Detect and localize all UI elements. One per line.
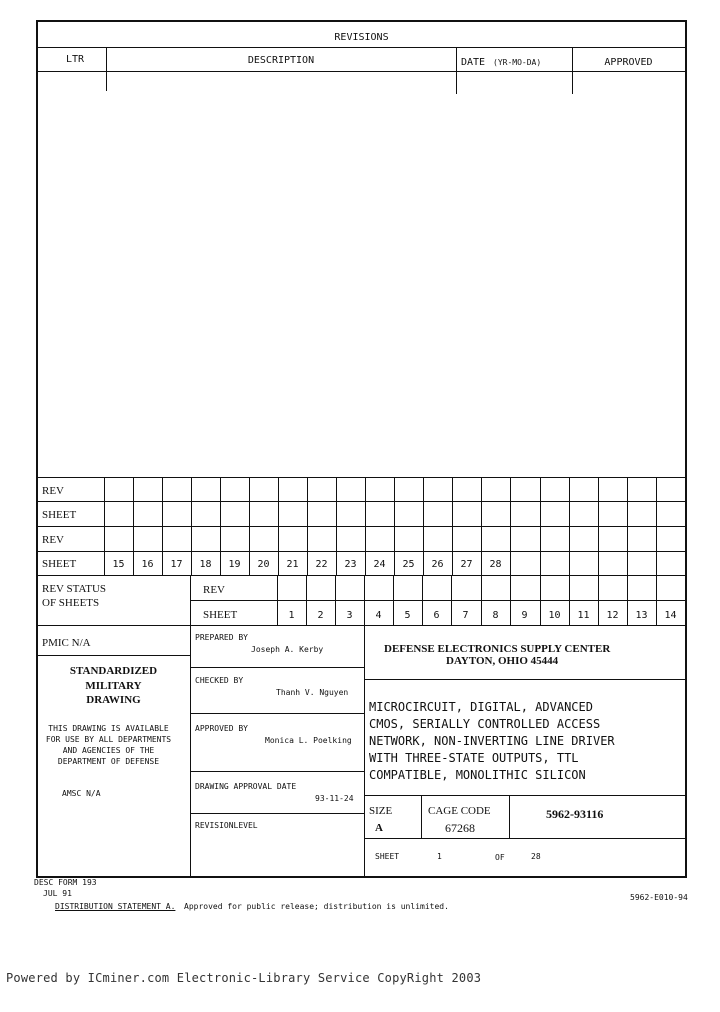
col-date-format: (YR-MO-DA) — [493, 58, 542, 67]
upper-sheet-number: 24 — [373, 559, 386, 570]
upper-sheet-number: 21 — [286, 559, 299, 570]
status-sheet-number: 12 — [606, 610, 619, 621]
rev-grid-row4 — [36, 575, 687, 576]
approval-date: 93-11-24 — [315, 794, 354, 803]
upper-sheet-number: 25 — [402, 559, 415, 570]
pmic-label: PMIC N/A — [42, 637, 91, 649]
avail-line-1: THIS DRAWING IS AVAILABLE — [48, 724, 169, 733]
cage-label: CAGE CODE — [428, 805, 491, 817]
status-sheet-number: 8 — [492, 610, 499, 621]
status-sheet-number: 1 — [288, 610, 295, 621]
status-sheet-number: 9 — [521, 610, 528, 621]
revisions-title: REVISIONS — [334, 32, 389, 43]
status-sheet-number: 5 — [404, 610, 411, 621]
status-sheet-number: 11 — [577, 610, 590, 621]
sig-rule-1 — [190, 667, 365, 668]
watermark: Powered by ICminer.com Electronic-Library Service CopyRight 2003 — [6, 971, 482, 985]
frame-bottom — [36, 876, 687, 878]
sheet-label-2: SHEET — [42, 558, 77, 570]
checked-label: CHECKED BY — [195, 676, 244, 685]
rev-col-divider-1 — [106, 47, 107, 91]
rev-grid-col-line — [510, 477, 511, 575]
upper-sheet-number: 18 — [199, 559, 212, 570]
rev-grid-col-line — [656, 477, 657, 575]
upper-sheet-number: 15 — [112, 559, 125, 570]
upper-sheet-number: 17 — [170, 559, 183, 570]
avail-line-4: DEPARTMENT OF DEFENSE — [57, 757, 160, 766]
title-line-3: NETWORK, NON-INVERTING LINE DRIVER — [369, 734, 615, 748]
rev-status-label-1: REV STATUS — [42, 583, 107, 595]
upper-sheet-number: 23 — [344, 559, 357, 570]
sheet-value: 1 — [437, 852, 442, 861]
title-line-2: CMOS, SERIALLY CONTROLLED ACCESS — [369, 717, 601, 731]
form-code: 5962-E010-94 — [630, 893, 688, 902]
upper-sheet-number: 26 — [431, 559, 444, 570]
status-grid-col-line — [685, 575, 686, 625]
rev-label-1: REV — [42, 485, 64, 497]
distribution-label: DISTRIBUTION STATEMENT A. — [55, 902, 176, 911]
col-date: DATE — [461, 57, 486, 68]
title-line-1: MICROCIRCUIT, DIGITAL, ADVANCED — [369, 700, 593, 714]
org-line-2: DAYTON, OHIO 45444 — [446, 655, 559, 667]
prepared-label: PREPARED BY — [195, 633, 248, 642]
status-sheet-number: 7 — [462, 610, 469, 621]
distribution-text: Approved for public release; distribution is unlimited. — [184, 902, 449, 911]
status-rev-rule — [190, 600, 685, 601]
org-line-1: DEFENSE ELECTRONICS SUPPLY CENTER — [384, 643, 611, 655]
upper-sheet-number: 20 — [257, 559, 270, 570]
std-line-1: STANDARDIZED — [69, 665, 158, 677]
status-sheet-label: SHEET — [203, 609, 238, 621]
rev-status-label-2: OF SHEETS — [42, 597, 100, 609]
avail-line-2: FOR USE BY ALL DEPARTMENTS — [45, 735, 172, 744]
size-label: SIZE — [369, 805, 393, 817]
upper-sheet-number: 16 — [141, 559, 154, 570]
col-description: DESCRIPTION — [247, 55, 315, 66]
status-sheet-number: 13 — [635, 610, 648, 621]
std-line-3: DRAWING — [86, 694, 141, 706]
pmic-rule — [36, 655, 191, 656]
upper-sheet-number: 19 — [228, 559, 241, 570]
of-value: 28 — [531, 852, 541, 861]
title-rule-2 — [364, 795, 686, 796]
status-divider-left — [190, 575, 191, 876]
approved-name: Monica L. Poelking — [265, 736, 352, 745]
col-ltr: LTR — [66, 54, 85, 65]
approved-label: APPROVED BY — [195, 724, 248, 733]
avail-line-3: AND AGENCIES OF THE — [62, 746, 155, 755]
status-sheet-number: 6 — [433, 610, 440, 621]
std-line-2: MILITARY — [85, 680, 142, 692]
of-label: OF — [495, 853, 505, 862]
revisions-title-rule — [36, 47, 687, 48]
status-rev-label: REV — [203, 584, 225, 596]
title-rule-3 — [364, 838, 686, 839]
sheet-label-1: SHEET — [42, 509, 77, 521]
sheet-label: SHEET — [375, 852, 400, 861]
rev-col-divider-2 — [456, 47, 457, 94]
rev-label-2: REV — [42, 534, 64, 546]
approval-date-label: DRAWING APPROVAL DATE — [195, 782, 297, 791]
cage-value: 67268 — [445, 821, 475, 835]
amsc-label: AMSC N/A — [62, 789, 101, 798]
upper-sheet-number: 22 — [315, 559, 328, 570]
form-line-1: DESC FORM 193 — [34, 878, 97, 887]
rev-grid-col-line — [627, 477, 628, 575]
rev-grid-col-line — [685, 477, 686, 575]
upper-sheet-number: 27 — [460, 559, 473, 570]
checked-name: Thanh V. Nguyen — [276, 688, 349, 697]
status-sheet-number: 3 — [346, 610, 353, 621]
title-rule-1 — [364, 679, 686, 680]
title-line-4: WITH THREE-STATE OUTPUTS, TTL — [369, 751, 579, 765]
size-divider — [421, 795, 422, 838]
rev-col-divider-3 — [572, 47, 573, 94]
revisions-header-rule — [36, 71, 687, 72]
rev-grid-col-line — [540, 477, 541, 575]
title-line-5: COMPATIBLE, MONOLITHIC SILICON — [369, 768, 586, 782]
cage-divider — [509, 795, 510, 838]
form-line-2: JUL 91 — [43, 889, 72, 898]
status-bottom-rule — [36, 625, 687, 626]
status-sheet-number: 14 — [664, 610, 677, 621]
revision-level-label: REVISIONLEVEL — [195, 821, 258, 830]
status-sheet-number: 10 — [548, 610, 561, 621]
sig-rule-4 — [190, 813, 365, 814]
status-sheet-number: 2 — [317, 610, 324, 621]
rev-grid-col-line — [569, 477, 570, 575]
frame-top — [36, 20, 687, 22]
sig-rule-3 — [190, 771, 365, 772]
frame-right — [685, 20, 687, 877]
rev-grid-col-line — [598, 477, 599, 575]
sig-rule-2 — [190, 713, 365, 714]
status-sheet-number: 4 — [375, 610, 382, 621]
col-approved: APPROVED — [604, 57, 653, 68]
size-value: A — [375, 822, 383, 834]
prepared-name: Joseph A. Kerby — [251, 645, 324, 654]
upper-sheet-number: 28 — [489, 559, 502, 570]
drawing-number: 5962-93116 — [546, 807, 604, 821]
